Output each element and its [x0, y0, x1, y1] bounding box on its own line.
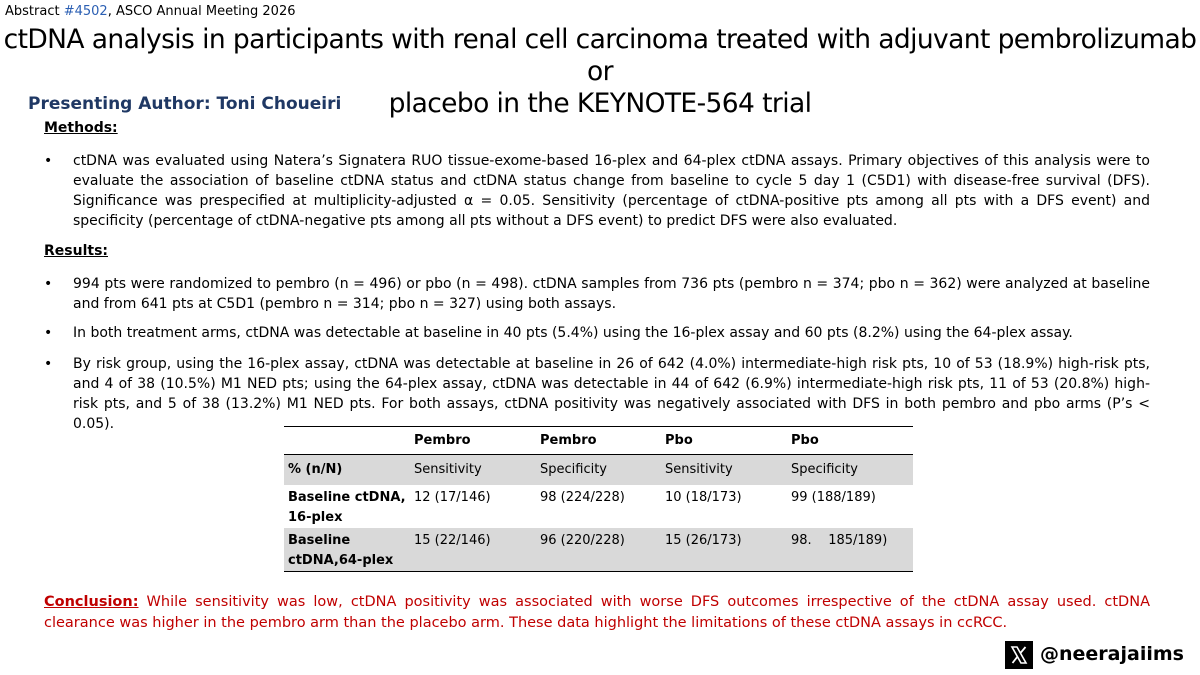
bullet-dot: • [44, 153, 53, 169]
bullet-dot: • [44, 276, 53, 292]
x-logo-icon [1005, 641, 1033, 669]
abstract-line [5, 4, 296, 19]
table-header-cell: Pbo [787, 427, 913, 455]
results-bullet-text: In both treatment arms, ctDNA was detectable at baseline in 40 pts (5.4%) using the 16-plex assay and 60 pts (8.2%) using the 64-plex assay. [73, 325, 1073, 341]
table-row-label: Baseline ctDNA,64-plex [284, 528, 410, 572]
conclusion-label: Conclusion: [44, 594, 139, 610]
presenting-author: Presenting Author: Toni Choueiri [28, 94, 342, 114]
x-logo-glyph [1005, 641, 1033, 669]
results-heading: Results: [44, 243, 108, 259]
table-header-cell [284, 427, 410, 455]
table-subheader-cell: % (n/N) [284, 455, 410, 485]
table-row [284, 528, 913, 572]
results-bullet [44, 323, 1150, 343]
results-bullet [44, 354, 1150, 434]
table-cell: 12 (17/146) [414, 489, 491, 505]
conclusion-text: While sensitivity was low, ctDNA positivity was associated with worse DFS outcomes irrespective of the ctDNA assay used. ctDNA clearance was higher in the pembro arm than the placebo arm. These data highlight the limitations of these ctDNA assays in ccRCC. [44, 594, 1150, 631]
methods-bullet [44, 151, 1150, 231]
conclusion [44, 592, 1150, 634]
table-subheader-row [284, 455, 913, 485]
table-header-cell: Pembro [410, 427, 536, 455]
table-cell: 98 (224/228) [540, 489, 625, 505]
title-line-1: ctDNA analysis in participants with renal cell carcinoma treated with adjuvant pembrolizumab or [3, 24, 1197, 87]
bullet-dot: • [44, 325, 53, 341]
social-handle: @neerajaiims [1040, 643, 1184, 665]
table-subheader-cell: Specificity [536, 455, 661, 485]
results-bullet [44, 274, 1150, 314]
methods-bullet-text: ctDNA was evaluated using Natera’s Signatera RUO tissue-exome-based 16-plex and 64-plex ctDNA assays. Primary objectives of this analysis were to evaluate the association of baseline ctDNA status and ctDNA status change from baseline to cycle 5 day 1 (C5D1) with disease-free survival (DFS). Significance was prespecified at multiplicity-adjusted α = 0.05. Sensitivity (percentage of ctDNA-positive pts among all pts with a DFS event) and specificity (percentage of ctDNA-negative pts among all pts without a DFS event) to predict DFS were also evaluated. [73, 153, 1150, 229]
table-header-cell: Pembro [536, 427, 661, 455]
table-subheader-cell: Sensitivity [410, 455, 536, 485]
table-cell: 15 (26/173) [661, 528, 787, 572]
methods-heading: Methods: [44, 120, 118, 136]
abstract-number: #4502 [63, 4, 108, 19]
table-cell: 98. 185/189) [787, 528, 913, 572]
table-cell: 99 (188/189) [790, 489, 876, 505]
table-row-label: Baseline ctDNA, 16-plex [288, 489, 406, 525]
results-bullet-text: 994 pts were randomized to pembro (n = 496) or pbo (n = 498). ctDNA samples from 736 pts (pembro n = 374; pbo n = 362) were analyzed at baseline and from 641 pts at C5D1 (pembro n = 314; pbo n = 327) using both assays. [73, 276, 1150, 312]
table-row [284, 485, 913, 528]
table-subheader-cell: Specificity [787, 455, 913, 485]
title-line-2: placebo in the KEYNOTE-564 trial [388, 88, 812, 119]
table-subheader-cell: Sensitivity [661, 455, 787, 485]
results-table [284, 426, 913, 572]
abstract-suffix: , ASCO Annual Meeting 2026 [107, 4, 296, 19]
table-cell: 10 (18/173) [664, 489, 742, 505]
table-header-row [284, 427, 913, 455]
table-header-cell: Pbo [661, 427, 787, 455]
bullet-dot: • [44, 356, 53, 372]
table-cell: 15 (22/146) [410, 528, 536, 572]
abstract-prefix: Abstract [5, 4, 64, 19]
table-cell: 96 (220/228) [536, 528, 661, 572]
results-bullet-text: By risk group, using the 16-plex assay, ctDNA was detectable at baseline in 26 of 642 (4.0%) intermediate-high risk pts, 10 of 53 (18.9%) high-risk pts, and 4 of 38 (10.5%) M1 NED pts; using the 64-plex assay, ctDNA was detectable in 44 of 642 (6.9%) intermediate-high risk pts, 11 of 53 (20.8%) high-risk pts, and 5 of 38 (13.2%) M1 NED pts. For both assays, ctDNA positivity was negatively associated with DFS in both pembro and pbo arms (P’s < 0.05). [73, 356, 1150, 432]
